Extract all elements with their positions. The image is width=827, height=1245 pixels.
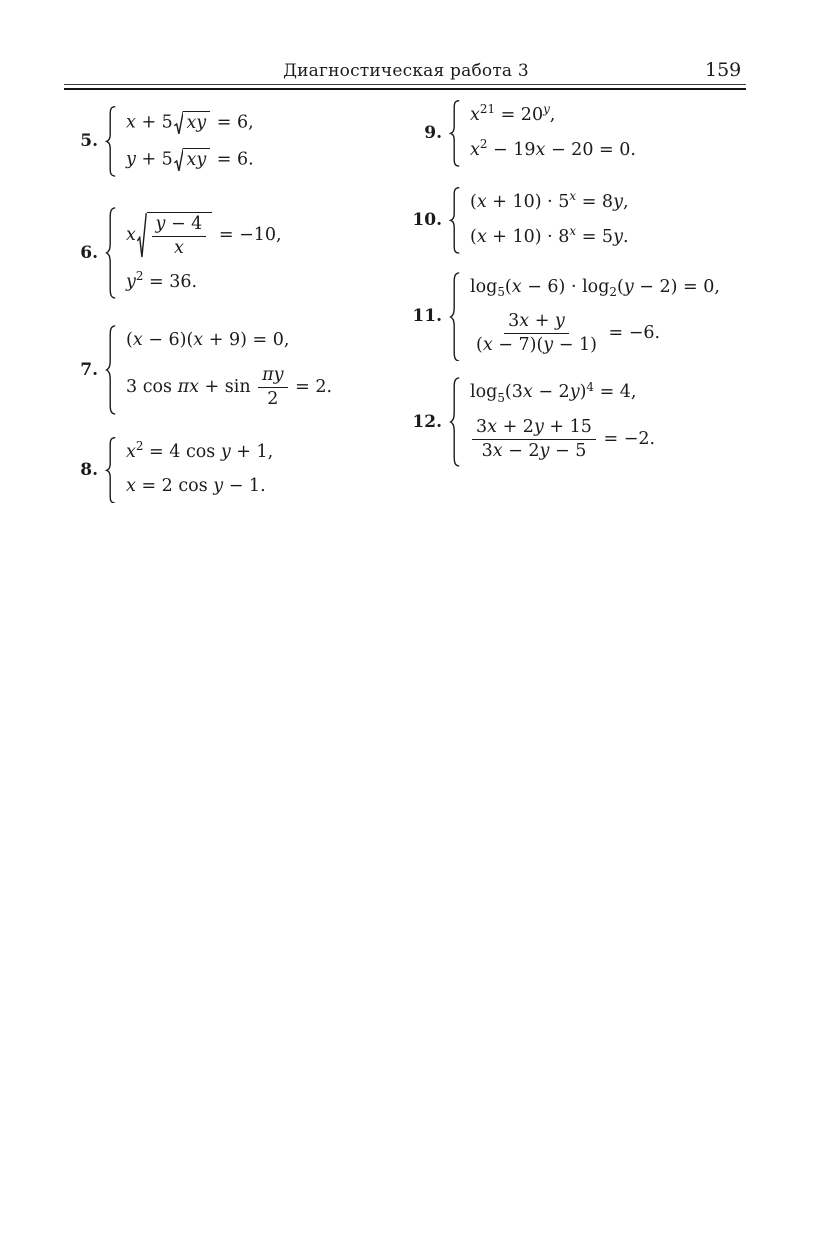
math-variable: x [126, 476, 136, 497]
math-superscript [136, 439, 144, 454]
math-text: + 5 [135, 149, 173, 170]
math-text: = −6. [602, 323, 661, 344]
math-variable: y [126, 149, 136, 170]
math-variable: y [213, 476, 224, 497]
math-text: log [470, 276, 498, 297]
problem-item [410, 272, 720, 362]
problem-number: 9. [424, 123, 442, 144]
equation-line [126, 212, 282, 259]
page-header-title: Диагностическая работа 3 [283, 61, 529, 81]
math-variable: y [613, 226, 623, 247]
math-variable: y [613, 191, 623, 212]
equation-group [126, 207, 282, 299]
math-text: 2 [609, 285, 617, 300]
problem-item [74, 437, 273, 504]
math-variable: πx [177, 376, 199, 397]
math-fraction [472, 311, 601, 356]
math-text: − 4 [165, 213, 203, 234]
system-brace-icon [449, 272, 460, 362]
math-radical [174, 111, 210, 135]
math-text: − 6)( [142, 329, 194, 350]
problem-item [74, 106, 254, 177]
fraction-denominator [170, 237, 188, 259]
math-variable: x [511, 276, 522, 297]
math-text: log [470, 382, 498, 403]
math-variable: xy [186, 113, 207, 133]
math-superscript [480, 102, 495, 117]
math-text: − 2) = 0, [633, 276, 720, 297]
math-text: + [529, 311, 555, 332]
math-subscript [497, 285, 505, 300]
problem-number: 8. [80, 459, 98, 480]
math-superscript [543, 102, 550, 117]
radical-sign-icon [174, 148, 184, 172]
math-text: 2 [267, 388, 279, 409]
problem-number: 6. [80, 242, 98, 263]
math-text: + 10) · 8 [486, 226, 570, 247]
equation-line [126, 476, 266, 498]
math-text: = 2. [289, 376, 333, 397]
equation-group [470, 377, 655, 467]
math-text: , [622, 191, 629, 212]
math-text: = 36. [143, 271, 198, 292]
fraction-numerator [258, 365, 287, 388]
page-number: 159 [705, 59, 742, 81]
math-variable: x [132, 329, 143, 350]
equation-line [470, 189, 629, 214]
fraction-denominator [478, 440, 591, 462]
math-text: 2 [135, 438, 144, 453]
math-variable: x [126, 112, 136, 133]
equation-group [126, 106, 254, 177]
math-text: 4 [586, 379, 594, 394]
math-variable: x [482, 335, 493, 356]
math-variable: x [126, 224, 136, 245]
radical-sign-icon [174, 111, 184, 135]
math-text: = 2 cos [135, 476, 214, 497]
math-variable: x [522, 382, 533, 403]
math-variable: y [543, 335, 554, 356]
math-text: = −10, [213, 224, 282, 245]
math-variable: y [623, 276, 634, 297]
math-text: + 1, [230, 441, 274, 462]
math-variable: x [535, 139, 546, 160]
math-text: 5 [497, 285, 505, 300]
equation-group [126, 325, 332, 415]
math-text: ( [476, 335, 483, 356]
math-variable: x [487, 417, 498, 438]
system-brace-icon [105, 437, 116, 504]
equation-line [470, 311, 660, 356]
header-rule [64, 84, 746, 90]
equation-line [126, 438, 274, 464]
math-text: + sin [198, 376, 257, 397]
math-radical [174, 148, 210, 172]
math-text: 2 [479, 137, 488, 152]
math-variable: x [476, 191, 487, 212]
math-text: = 4 cos [143, 441, 221, 462]
math-text: ( [470, 191, 477, 212]
math-text: ( [504, 276, 512, 297]
math-text: ( [470, 226, 477, 247]
equation-line [470, 224, 629, 249]
equation-group [126, 437, 273, 504]
math-text: + 9) = 0, [203, 329, 290, 350]
equation-line [470, 277, 720, 299]
problem-item [410, 377, 655, 467]
math-text: + 10) · 5 [486, 191, 570, 212]
math-subscript [609, 285, 617, 300]
math-variable: y [220, 441, 231, 462]
math-variable: y [539, 441, 550, 462]
problems-column-left [74, 106, 332, 503]
math-variable: xy [186, 149, 207, 170]
equation-line [470, 102, 556, 127]
system-brace-icon [105, 325, 116, 415]
equation-line [126, 148, 254, 172]
math-text: 2 [135, 269, 144, 284]
system-brace-icon [449, 100, 460, 167]
math-text: = 6. [211, 149, 254, 170]
math-variable: x [476, 226, 487, 247]
math-text: − 5 [549, 441, 587, 462]
math-variable: y [554, 311, 565, 332]
math-superscript [569, 189, 576, 204]
equation-line [126, 269, 198, 294]
math-text: = 20 [495, 105, 544, 125]
math-superscript [136, 269, 144, 284]
equation-line [470, 417, 655, 462]
math-text: (3 [504, 382, 523, 403]
math-superscript [586, 380, 594, 395]
math-variable: πy [262, 364, 284, 385]
problem-number: 10. [412, 210, 442, 231]
equation-line [126, 330, 289, 352]
problem-item [410, 187, 629, 254]
math-text: = 4, [594, 382, 637, 403]
math-variable: y [543, 102, 550, 117]
equation-line [126, 365, 332, 410]
math-text: + 15 [543, 417, 592, 438]
fraction-numerator [152, 214, 207, 237]
math-variable: x [193, 329, 204, 350]
system-brace-icon [105, 207, 116, 299]
math-fraction [258, 365, 287, 410]
math-fraction [152, 214, 207, 259]
system-brace-icon [449, 377, 460, 467]
problem-number: 7. [80, 359, 98, 380]
math-variable: x [470, 139, 480, 160]
math-text: = −2. [597, 429, 656, 450]
system-brace-icon [105, 106, 116, 177]
fraction-numerator [504, 311, 569, 334]
math-text: , [549, 105, 556, 125]
system-brace-icon [449, 187, 460, 254]
math-variable: y [569, 382, 580, 403]
radical-body [147, 212, 213, 259]
equation-group [470, 100, 636, 167]
math-text: − 19 [487, 139, 536, 160]
problem-item [74, 207, 282, 299]
math-text: 21 [479, 102, 496, 117]
radical-body [183, 148, 210, 172]
equation-group [470, 187, 629, 254]
math-superscript [480, 137, 488, 152]
math-subscript [497, 391, 505, 406]
math-text: ( [616, 276, 624, 297]
math-variable: x [569, 224, 577, 239]
problem-item [410, 100, 636, 167]
math-text: − 6) · log [521, 276, 610, 297]
problem-number: 11. [412, 306, 442, 327]
radical-body [183, 111, 210, 135]
math-text: . [622, 226, 629, 247]
math-text: 3 [481, 441, 493, 462]
math-variable: x [173, 237, 184, 258]
fraction-numerator [472, 417, 596, 440]
problem-number: 12. [412, 412, 442, 433]
equation-group [470, 272, 720, 362]
math-superscript [569, 224, 576, 239]
math-variable: x [519, 311, 530, 332]
math-text: 3 [508, 311, 520, 332]
math-text: = 5 [576, 226, 614, 247]
math-text: − 20 = 0. [545, 139, 636, 160]
equation-line [470, 137, 636, 162]
math-text: = 6, [211, 112, 254, 133]
math-text: + 2 [497, 417, 534, 438]
math-text: ) [579, 382, 587, 403]
math-text: ( [126, 329, 133, 350]
math-text: − 2 [532, 382, 570, 403]
math-text: 3 cos [126, 376, 178, 397]
math-text: = 8 [576, 191, 614, 212]
math-text: − 2 [502, 441, 540, 462]
math-variable: y [126, 271, 136, 292]
equation-line [126, 111, 254, 135]
math-fraction [472, 417, 596, 462]
math-variable: x [569, 189, 577, 204]
math-variable: x [126, 441, 136, 462]
math-variable: x [470, 105, 480, 125]
math-text: 5 [497, 390, 505, 405]
math-text: + 5 [135, 112, 173, 133]
math-variable: y [533, 417, 544, 438]
math-text: − 7)( [492, 335, 544, 356]
fraction-denominator [472, 334, 601, 356]
problem-item [74, 325, 332, 415]
radical-sign-icon [137, 212, 147, 259]
math-variable: x [492, 441, 503, 462]
problems-column-right [410, 100, 720, 467]
math-variable: y [155, 213, 166, 234]
math-text: − 1) [553, 335, 597, 356]
fraction-denominator [263, 388, 282, 410]
math-text: − 1. [223, 476, 266, 497]
problem-number: 5. [80, 131, 98, 152]
math-radical [137, 212, 212, 259]
math-text: 3 [476, 417, 488, 438]
equation-line [470, 379, 637, 405]
